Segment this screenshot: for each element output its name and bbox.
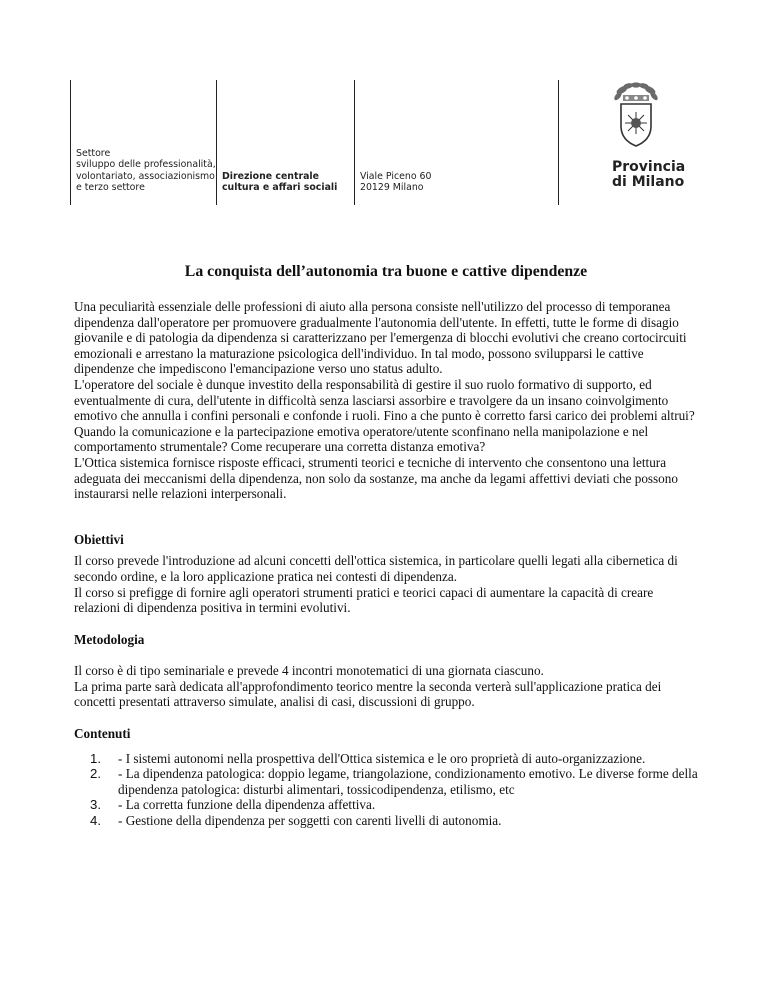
obiettivi-paragraph: Il corso si prefigge di fornire agli operatori strumenti pratici e teorici capaci di aumentare la capacità di creare relazioni di dipendenza positiva in termini evolutivi. [74, 584, 654, 616]
list-item-number: 1. [90, 750, 101, 766]
list-item [90, 813, 698, 829]
list-item-text: - La corretta funzione della dipendenza affettiva. [118, 797, 376, 813]
list-item-text: - I sistemi autonomi nella prospettiva dell'Ottica sistemica e le oro proprietà di auto-organizzazione. [118, 750, 646, 766]
metodologia-paragraph: Il corso è di tipo seminariale e prevede 4 incontri monotematici di una giornata ciascuno. [74, 663, 544, 679]
divider-line [354, 80, 355, 205]
document-title: La conquista dell’autonomia tra buone e cattive dipendenze [184, 263, 588, 280]
settore-line: e terzo settore [76, 182, 145, 194]
list-item-text: - La dipendenza patologica: doppio legame, triangolazione, condizionamento emotivo. Le diverse forme della dipendenza patologica: disturbi alimentari, tossicodipendenza, etilismo, etc [118, 766, 698, 797]
list-item [90, 751, 698, 767]
intro-paragraph: L'Ottica sistemica fornisce risposte efficaci, strumenti teorici e tecniche di intervento che consentono una lettura adeguata dei meccanismi della dipendenza, non solo da sostanze, ma anche da legami affettivi deviati che possono instaurarsi nelle relazioni interpersonali. [74, 454, 678, 502]
metodologia-paragraph: La prima parte sarà dedicata all'approfondimento teorico mentre la seconda verterà sull'applicazione pratica dei concetti presentati attraverso simulate, analisi di casi, discussioni di gruppo. [74, 678, 662, 710]
direzione-block [222, 171, 337, 194]
intro-paragraph: L'operatore del sociale è dunque investito della responsabilità di gestire il suo ruolo formativo di supporto, ed eventualmente di cura, dell'utente in difficoltà senza lasciarsi assorbire e travolgere da un insano coinvolgimento emotivo che annulla i confini personali e confonde i ruoli. Fino a che punto è corretto farsi carico dei problemi altrui? Quando la comunicazione e la partecipazione emotiva operatore/utente sconfinano nella manipolazione e nel comportamento strumentale? Come recuperare una corretta distanza emotiva? [74, 376, 695, 455]
provincia-name [612, 160, 685, 189]
contenuti-heading: Contenuti [74, 726, 131, 742]
letterhead [70, 80, 710, 205]
list-item-number: 4. [90, 813, 101, 829]
address-line: 20129 Milano [360, 182, 424, 194]
address-block [360, 171, 431, 194]
settore-line: sviluppo delle professionalità, [76, 159, 216, 171]
list-item-number: 2. [90, 766, 101, 782]
obiettivi-paragraph: Il corso prevede l'introduzione ad alcuni concetti dell'ottica sistemica, in particolare quelli legati alla cibernetica di secondo ordine, e la loro applicazione pratica nei contesti di dipendenza. [74, 553, 678, 584]
address-line: Viale Piceno 60 [360, 171, 432, 182]
settore-block [76, 148, 216, 194]
direzione-line: cultura e affari sociali [222, 182, 338, 194]
obiettivi-heading: Obiettivi [74, 531, 124, 547]
divider-line [216, 80, 217, 205]
document-body [74, 262, 698, 829]
divider-line [70, 80, 71, 205]
logo-line: Provincia [612, 159, 686, 175]
contenuti-list [74, 751, 698, 829]
direzione-line: Direzione centrale [222, 171, 319, 182]
settore-line: volontariato, associazionismo [76, 170, 215, 182]
intro-paragraph: Una peculiarità essenziale delle professioni di aiuto alla persona consiste nell'utilizzo del processo di temporanea dipendenza dall'operatore per promuovere gradualmente l'autonomia dell'utente. In effetti, tutte le forme di disagio giovanile e di patologia da dipendenza si caratterizzano per l'emergenza di blocchi evolutivi che creano cortocircuiti emozionali e arrestano la maturazione psicologica dell'individuo. In tal modo, possono svilupparsi le cattive dipendenze che impediscono l'emancipazione verso uno status adulto. [74, 299, 687, 377]
metodologia-heading: Metodologia [74, 631, 145, 647]
list-item-text: - Gestione della dipendenza per soggetti con carenti livelli di autonomia. [118, 813, 502, 829]
divider-line [558, 80, 559, 205]
list-item [90, 766, 698, 797]
list-item-number: 3. [90, 797, 101, 813]
logo-line: di Milano [612, 173, 685, 190]
list-item [90, 797, 698, 813]
settore-line: Settore [76, 148, 111, 159]
